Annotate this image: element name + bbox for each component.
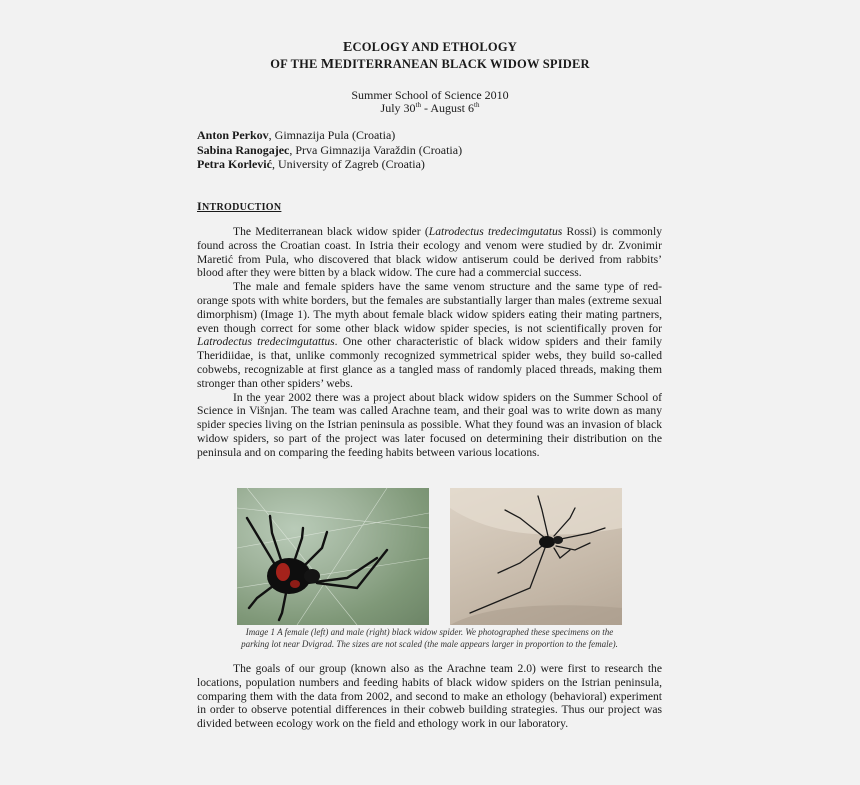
paragraph: In the year 2002 there was a project about black widow spiders on the Summer School of Science in Višnjan. The team was called Arachne team, and their goal was to write down as many spider species living on the Istrian peninsula as possible. What they found was an invasion of black widow spiders, so part of the project was later focused on determining their distribution on the peninsula and on comparing the feeding habits between various locations.: [197, 390, 662, 459]
event-dates: July 30th - August 6th: [380, 101, 480, 115]
author-entry: Anton Perkov, Gimnazija Pula (Croatia): [197, 128, 396, 142]
event-name: Summer School of Science 2010: [351, 88, 509, 102]
introduction-body: [197, 225, 662, 460]
goals-body: [197, 662, 662, 731]
author-entry: Petra Korlević, University of Zagreb (Croatia): [197, 157, 425, 171]
author-entry: Sabina Ranogajec, Prva Gimnazija Varaždin (Croatia): [197, 142, 463, 157]
male-spider-photo: [450, 488, 622, 625]
female-spider-photo: [237, 488, 429, 625]
paragraph: The male and female spiders have the same venom structure and the same type of red-orange spots with white borders, but the females are substantially larger than males (extreme sexual dimorphism) (Image 1). The myth about female black widow spiders eating their mating partners, even though correct for some other black widow spider species, is not scientifically proven for Latrodectus tredecimgutattus. One other characteristic of black widow spiders and their family Theridiidae, is that, unlike commonly recognized symmetrical spider webs, they build so-called cobwebs, recognizable at first glance as a tangled mass of randomly placed threads, making them stronger than other spiders’ webs.: [197, 280, 662, 390]
section-heading-introduction: INTRODUCTION: [197, 199, 282, 213]
title-line-1: ECOLOGY AND ETHOLOGY: [342, 40, 518, 55]
paragraph: The goals of our group (known also as the Arachne team 2.0) were first to research the locations, population numbers and feeding habits of black widow spiders on the Istrian peninsula, comparing them with the data from 2002, and second to make an ethology (behavioral) experiment in order to observe potential differences in their cobweb building strategies. Thus our project was divided between ecology work on the field and ethology work in our laboratory.: [197, 662, 662, 731]
figure-caption: Image 1 A female (left) and male (right) black widow spider. We photographed these specimens on the parking lot near Dvigrad. The sizes are not scaled (the male appears larger in proportion to the female).: [241, 627, 618, 649]
title-line-2: OF THE MEDITERRANEAN BLACK WIDOW SPIDER: [270, 57, 590, 72]
author-list: [197, 128, 462, 172]
paragraph: The Mediterranean black widow spider (Latrodectus tredecimgutatus Rossi) is commonly found across the Croatian coast. In Istria their ecology and venom were studied by dr. Zvonimir Maretić from Pula, who discovered that black widow antiserum could be derived from rabbits’ blood after they were bitten by a black widow. The cure had a commercial success.: [197, 225, 662, 280]
